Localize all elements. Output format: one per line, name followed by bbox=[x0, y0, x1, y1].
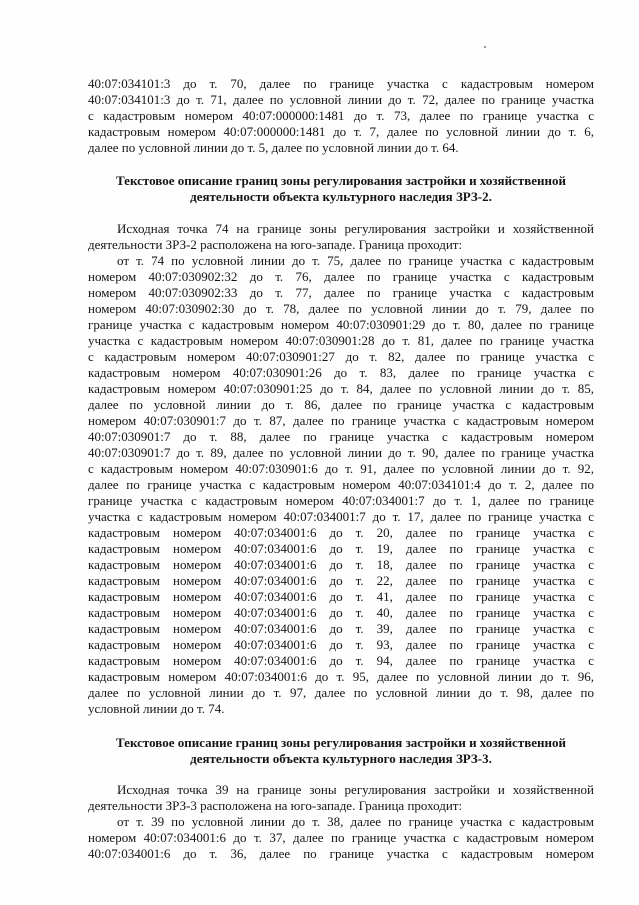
text-line: с кадастровым номером 40:07:030901:27 до т. 82, далее по границе участка с bbox=[88, 349, 594, 364]
text-line: кадастровым номером 40:07:034001:6 до т. 95, далее по условной линии до т. 96, bbox=[88, 669, 594, 684]
text-line: границе участка с кадастровым номером 40:07:030901:29 до т. 80, далее по границе bbox=[88, 317, 594, 332]
text-line: кадастровым номером 40:07:034001:6 до т. 39, далее по границе участка с bbox=[88, 621, 594, 636]
text-line: 40:07:030901:7 до т. 88, далее по границе участка с кадастровым номером bbox=[88, 429, 594, 444]
text-line: далее по условной линии до т. 86, далее по границе участка с кадастровым bbox=[88, 397, 594, 412]
text-line: кадастровым номером 40:07:030901:25 до т. 84, далее по условной линии до т. 85, bbox=[88, 381, 594, 396]
text-line: кадастровым номером 40:07:030901:26 до т. 83, далее по границе участка с bbox=[88, 365, 594, 380]
text-line: 40:07:034101:3 до т. 71, далее по условной линии до т. 72, далее по границе участка bbox=[88, 92, 594, 107]
text-line: далее по границе участка с кадастровым номером 40:07:034101:4 до т. 2, далее по bbox=[88, 477, 594, 492]
text-line: кадастровым номером 40:07:034001:6 до т. 94, далее по границе участка с bbox=[88, 653, 594, 668]
text-line: Исходная точка 39 на границе зоны регулирования застройки и хозяйственной bbox=[117, 782, 594, 797]
scan-speck bbox=[484, 46, 486, 48]
text-line: далее по условной линии до т. 5, далее по условной линии до т. 64. bbox=[88, 140, 459, 155]
text-line: кадастровым номером 40:07:034001:6 до т. 19, далее по границе участка с bbox=[88, 541, 594, 556]
text-line: с кадастровым номером 40:07:000000:1481 до т. 73, далее по границе участка с bbox=[88, 108, 594, 123]
heading-line: деятельности объекта культурного наследия ЗРЗ-2. bbox=[190, 189, 492, 204]
heading-line: Текстовое описание границ зоны регулирования застройки и хозяйственной bbox=[116, 173, 566, 188]
text-line: 40:07:030901:7 до т. 89, далее по условной линии до т. 90, далее по границе участка bbox=[88, 445, 594, 460]
text-line: номером 40:07:030902:32 до т. 76, далее по границе участка с кадастровым bbox=[88, 269, 594, 284]
text-line: условной линии до т. 74. bbox=[88, 701, 225, 716]
text-line: с кадастровым номером 40:07:030901:6 до т. 91, далее по условной линии до т. 92, bbox=[88, 461, 594, 476]
text-line: границе участка с кадастровым номером 40:07:034001:7 до т. 1, далее по границе bbox=[88, 493, 594, 508]
text-line: номером 40:07:030902:30 до т. 78, далее по условной линии до т. 79, далее по bbox=[88, 301, 594, 316]
text-line: кадастровым номером 40:07:034001:6 до т. 22, далее по границе участка с bbox=[88, 573, 594, 588]
text-line: номером 40:07:030902:33 до т. 77, далее по границе участка с кадастровым bbox=[88, 285, 594, 300]
text-line: номером 40:07:034001:6 до т. 37, далее по границе участка с кадастровым номером bbox=[88, 830, 594, 845]
text-line: участка с кадастровым номером 40:07:030901:28 до т. 81, далее по границе участка bbox=[88, 333, 594, 348]
text-line: деятельности ЗРЗ-2 расположена на юго-западе. Граница проходит: bbox=[88, 237, 463, 252]
text-line: номером 40:07:030901:7 до т. 87, далее по границе участка с кадастровым номером bbox=[88, 413, 594, 428]
text-line: от т. 39 по условной линии до т. 38, далее по границе участка с кадастровым bbox=[117, 814, 594, 829]
text-line: участка с кадастровым номером 40:07:034001:7 до т. 17, далее по границе участка с bbox=[88, 509, 594, 524]
text-line: 40:07:034101:3 до т. 70, далее по границе участка с кадастровым номером bbox=[88, 76, 594, 91]
heading-line: Текстовое описание границ зоны регулирования застройки и хозяйственной bbox=[116, 735, 566, 750]
text-line: кадастровым номером 40:07:034001:6 до т. 93, далее по границе участка с bbox=[88, 637, 594, 652]
text-line: от т. 74 по условной линии до т. 75, далее по границе участка с кадастровым bbox=[117, 253, 594, 268]
text-line: кадастровым номером 40:07:034001:6 до т. 20, далее по границе участка с bbox=[88, 525, 594, 540]
heading-line: деятельности объекта культурного наследия ЗРЗ-3. bbox=[190, 751, 492, 766]
text-line: Исходная точка 74 на границе зоны регулирования застройки и хозяйственной bbox=[117, 221, 594, 236]
text-line: кадастровым номером 40:07:034001:6 до т. 40, далее по границе участка с bbox=[88, 605, 594, 620]
text-line: кадастровым номером 40:07:034001:6 до т. 41, далее по границе участка с bbox=[88, 589, 594, 604]
text-line: 40:07:034001:6 до т. 36, далее по границе участка с кадастровым номером bbox=[88, 846, 594, 861]
text-line: далее по условной линии до т. 97, далее по условной линии до т. 98, далее по bbox=[88, 685, 594, 700]
text-line: кадастровым номером 40:07:034001:6 до т. 18, далее по границе участка с bbox=[88, 557, 594, 572]
text-line: кадастровым номером 40:07:000000:1481 до т. 7, далее по условной линии до т. 6, bbox=[88, 124, 594, 139]
text-line: деятельности ЗРЗ-3 расположена на юго-западе. Граница проходит: bbox=[88, 798, 463, 813]
